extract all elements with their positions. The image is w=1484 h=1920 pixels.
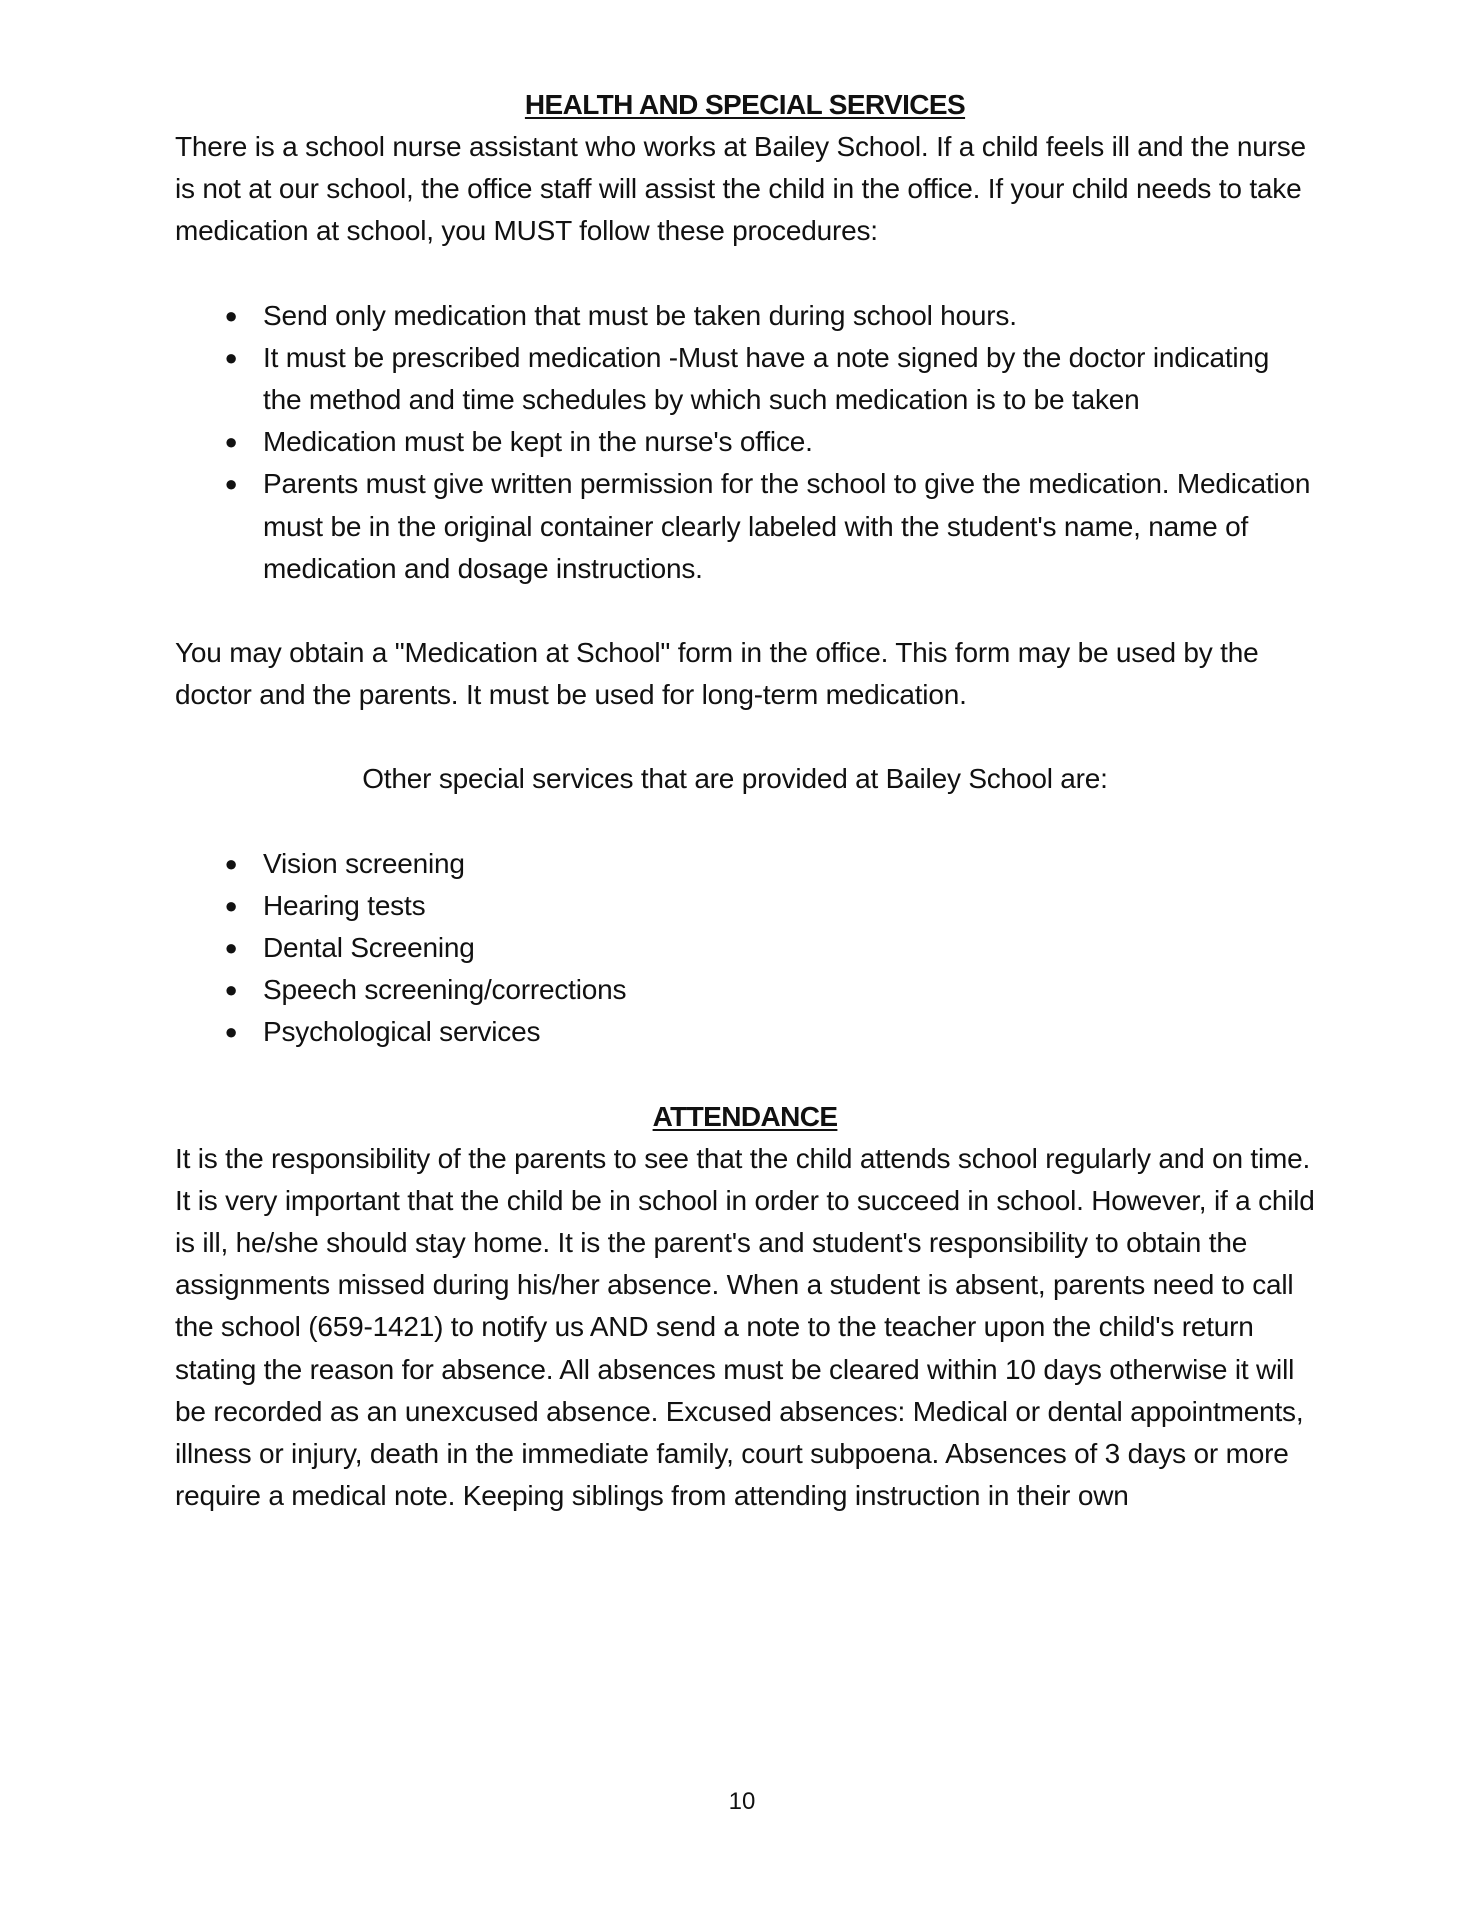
- procedure-text: Send only medication that must be taken during school hours.: [263, 299, 1017, 331]
- health-intro-paragraph: There is a school nurse assistant who works at Bailey School. If a child feels ill and the nurse is not at our school, the office staff will assist the child in the office. If your child needs to take medication at school, you MUST follow these procedures:: [175, 131, 1306, 247]
- bullet-icon: ●: [224, 344, 238, 370]
- bullet-icon: ●: [224, 1019, 238, 1045]
- service-text: Hearing tests: [263, 889, 426, 921]
- bullet-icon: ●: [224, 892, 238, 918]
- medication-form-paragraph: You may obtain a "Medication at School" form in the office. This form may be used by the doctor and the parents. It must be used for long-term medication.: [175, 637, 1259, 711]
- list-item: [175, 927, 1315, 969]
- bullet-icon: ●: [224, 429, 238, 455]
- bullet-icon: ●: [224, 471, 238, 497]
- attendance-paragraph: It is the responsibility of the parents to see that the child attends school regularly and on time. It is very important that the child be in school in order to succeed in school. However, if a child is ill, he/she should stay home. It is the parent's and student's responsibility to obtain the assignments missed during his/her absence. When a student is absent, parents need to call the school (659-1421) to notify us AND send a note to the teacher upon the child's return stating the reason for absence. All absences must be cleared within 10 days otherwise it will be recorded as an unexcused absence. Excused absences: Medical or dental appointments, illness or injury, death in the immediate family, court subpoena. Absences of 3 days or more require a medical note. Keeping siblings from attending instruction in their own: [175, 1142, 1315, 1512]
- service-text: Dental Screening: [263, 932, 475, 964]
- list-item: [175, 421, 1315, 463]
- procedure-text: It must be prescribed medication -Must have a note signed by the doctor indicating the method and time schedules by which such medication is to be taken: [263, 341, 1270, 416]
- list-item: [175, 295, 1315, 337]
- list-item: [175, 337, 1315, 421]
- procedure-text: Medication must be kept in the nurse's office.: [263, 426, 813, 458]
- bullet-icon: ●: [224, 302, 238, 328]
- service-text: Vision screening: [263, 847, 465, 879]
- list-item: [175, 463, 1315, 590]
- spacer: [175, 1054, 1315, 1096]
- spacer: [175, 801, 1315, 843]
- spacer: [175, 716, 1315, 758]
- spacer: [175, 253, 1315, 295]
- procedure-text: Parents must give written permission for the school to give the medication. Medication must be in the original container clearly labeled with the student's name, name of medication and dosage instructions.: [263, 468, 1311, 584]
- list-item: [175, 969, 1315, 1011]
- list-item: [175, 1011, 1315, 1053]
- list-item: [175, 843, 1315, 885]
- bullet-icon: ●: [224, 850, 238, 876]
- bullet-icon: ●: [224, 977, 238, 1003]
- page-number: 10: [728, 1788, 756, 1815]
- service-text: Psychological services: [263, 1016, 541, 1048]
- attendance-heading: ATTENDANCE: [652, 1100, 838, 1132]
- services-intro: Other special services that are provided at Bailey School are:: [362, 763, 1108, 795]
- special-services-list: [175, 843, 1315, 1054]
- bullet-icon: ●: [224, 935, 238, 961]
- medication-procedures-list: [175, 295, 1315, 590]
- list-item: [175, 885, 1315, 927]
- service-text: Speech screening/corrections: [263, 974, 627, 1006]
- health-services-heading: HEALTH AND SPECIAL SERVICES: [524, 89, 966, 120]
- document-page: [175, 84, 1315, 1517]
- spacer: [175, 590, 1315, 632]
